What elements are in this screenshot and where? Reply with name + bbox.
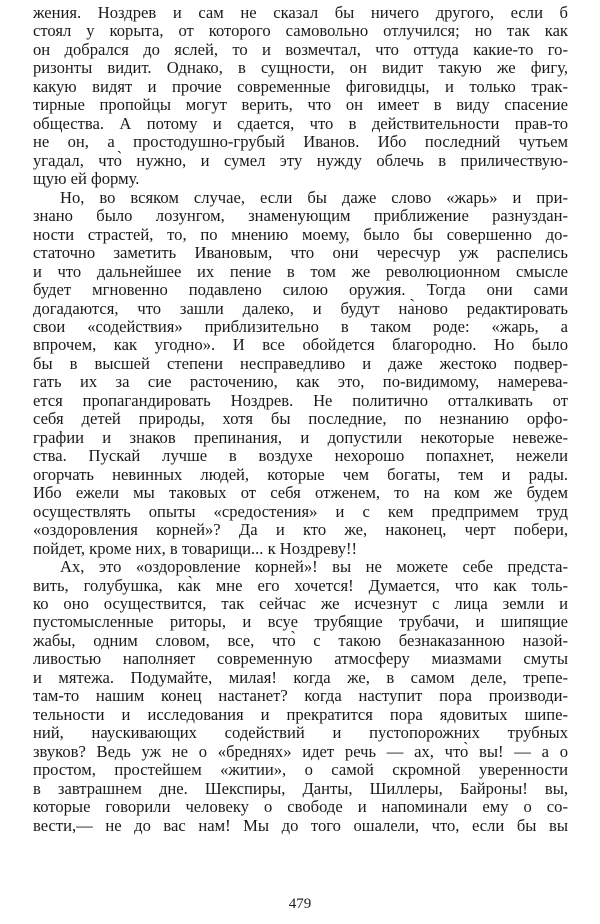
text-line: осуществлять опыты «средостения» и с кем предпримем труд [33, 501, 568, 521]
text-line: ется пропагандировать Ноздрев. Не политично отталкивать от [33, 390, 568, 410]
text-line: ний, наускивающих содействий и пустопорожних трубных [33, 723, 568, 743]
text-line: не он, а простодушно-грубый Иванов. Ибо последний чутьем [33, 132, 568, 152]
text-line: и что дальнейшее их пение в том же революционном смысле [33, 261, 568, 281]
text-line: будет мгновенно подавлено силою оружия. Тогда они сами [33, 280, 568, 300]
text-line: тельности и исследования и прекратится пора ядовитых шипе- [33, 704, 568, 724]
text-line: жабы, одним словом, все, что̀ с такою безнаказанною назой- [33, 630, 568, 650]
text-line: угадал, что̀ нужно, и сумел эту нужду облечь в приличествую- [33, 150, 568, 170]
text-line: знано было лозунгом, знаменующим приближение разнуздан- [33, 206, 568, 226]
text-line: какую видят и прочие современные фиговидцы, и только трак- [33, 76, 568, 96]
text-line: пустомысленные риторы, и всуе трубящие трубачи, и шипящие [33, 612, 568, 632]
text-line: в завтрашнем дне. Шекспиры, Данты, Шиллеры, Байроны! вы, [33, 778, 568, 798]
text-line: звуков? Ведь уж не о «бреднях» идет речь — ах, что̀ вы! — а о [33, 741, 568, 761]
text-line: «оздоровления корней»? Да и кто же, наконец, черт побери, [33, 520, 568, 540]
text-line: графии и знаков препинания, и допустили некоторые невеже- [33, 427, 568, 447]
paragraph-first-line: Но, во всяком случае, если бы даже слово «жарь» и при- [60, 187, 568, 207]
text-line: статочно заметить Ивановым, что они чересчур уж распелись [33, 243, 568, 263]
text-line: ливостью наполняет современную атмосферу миазмами смуты [33, 649, 568, 669]
text-line: общества. А потому и сдается, что в действительности прав-то [33, 113, 568, 133]
page-body-text [33, 4, 568, 835]
text-line: огорчать невинных людей, которые чем богаты, тем и рады. [33, 464, 568, 484]
text-line: свои «содействия» приблизительно в таком роде: «жарь, а [33, 316, 568, 336]
text-line: ко оно осуществится, так сейчас же исчезнут с лица земли и [33, 594, 568, 613]
text-line: жения. Ноздрев и сам не сказал бы ничего другого, если б [33, 3, 568, 22]
text-line: которые говорили человеку о свободе и напоминали ему о со- [33, 797, 568, 817]
text-line: догадаются, что зашли далеко, и будут на̀ново редактировать [33, 298, 568, 318]
text-line: ности страстей, то, по мнению моему, было бы совершенно до- [33, 224, 568, 244]
text-line: там-то нашим конец настанет? когда наступит пора производи- [33, 686, 568, 706]
text-line: ства. Пускай лучше в воздухе нехорошо попахнет, нежели [33, 446, 568, 466]
text-line: впрочем, как угодно». И все обойдется благородно. Но было [33, 335, 568, 355]
page-number: 479 [288, 896, 312, 912]
text-line: бы в высшей степени несправедливо и даже жестоко подвер- [33, 353, 568, 373]
text-line: он добрался до яслей, то и возмечтал, что оттуда какие-то го- [33, 39, 568, 59]
text-line: вить, голубушка, ка̀к мне его хочется! Думается, что как толь- [33, 575, 568, 595]
text-line: ризонты видит. Однако, в сущности, он видит такую же фигу, [33, 58, 568, 78]
text-line: щую ей форму. [33, 169, 140, 189]
text-line: Ибо ежели мы таковых от себя отженем, то на ком же будем [33, 483, 568, 503]
text-line: стоял у корыта, от которого самовольно отлучился; но так как [33, 21, 568, 41]
text-line: пойдет, кроме них, в товарищи... к Ноздреву!! [33, 538, 358, 558]
text-line: гать их за сие расточению, как это, по-видимому, намерева- [33, 372, 568, 392]
text-line: вести,— не до вас нам! Мы до того ошалели, что, если бы вы [33, 815, 568, 835]
text-line: простом, простейшем «житии», о самой скромной уверенности [33, 760, 568, 780]
text-line: себя детей природы, хотя бы последние, по незнанию орфо- [33, 409, 568, 429]
paragraph-first-line: Ах, это «оздоровление корней»! вы не можете себе предста- [60, 557, 568, 577]
text-line: тирные пропойцы могут верить, что он имеет в виду спасение [33, 95, 568, 115]
text-line: и мятежа. Подумайте, милая! когда же, в самом деле, трепе- [33, 667, 568, 687]
